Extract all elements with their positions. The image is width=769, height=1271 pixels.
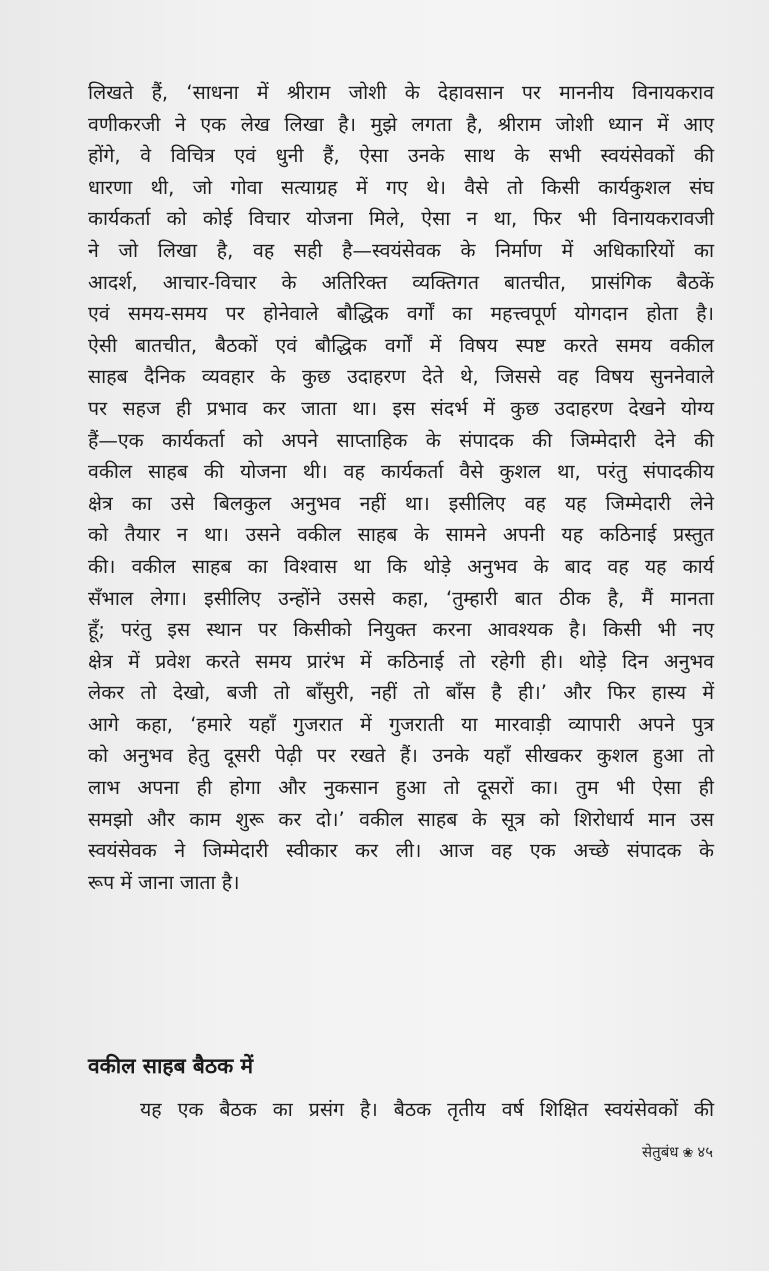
page-number: ४५ <box>697 1143 713 1161</box>
text-line: क्षेत्र में प्रवेश करते समय प्रारंभ में कठिनाई तो रहेगी ही। थोड़े दिन अनुभव <box>88 649 714 673</box>
text-line: की। वकील साहब का विश्वास था कि थोड़े अनुभव के बाद वह यह कार्य <box>88 554 714 578</box>
flower-ornament-icon: ❀ <box>682 1146 694 1161</box>
text-line: लिखते हैं, ‘साधना में श्रीराम जोशी के देहावसान पर माननीय विनायकराव <box>88 81 714 104</box>
book-title: सेतुबंध <box>642 1143 679 1161</box>
text-line: ऐसी बातचीत, बैठकों एवं बौद्धिक वर्गों में विषय स्पष्ट करते समय वकील <box>88 333 714 357</box>
page-footer <box>642 1142 713 1162</box>
text-line: वणीकरजी ने एक लेख लिखा है। मुझे लगता है, श्रीराम जोशी ध्यान में आए <box>88 112 714 136</box>
text-line: आदर्श, आचार-विचार के अतिरिक्त व्यक्तिगत बातचीत, प्रासंगिक बैठकें <box>88 270 714 294</box>
paragraph-body <box>88 77 714 898</box>
text-line: एवं समय-समय पर होनेवाले बौद्धिक वर्गों का महत्त्वपूर्ण योगदान होता है। <box>88 302 714 326</box>
text-line: सँभाल लेगा। इसीलिए उन्होंने उससे कहा, ‘तुम्हारी बात ठीक है, मैं मानता <box>88 586 714 610</box>
section-heading: वकील साहब बैठक में <box>88 1054 254 1078</box>
text-line: लेकर तो देखो, बजी तो बाँसुरी, नहीं तो बाँस है ही।’ और फिर हास्य में <box>88 681 714 705</box>
text-line: ने जो लिखा है, वह सही है—स्वयंसेवक के निर्माण में अधिकारियों का <box>88 238 714 262</box>
text-line: रूप में जाना जाता है। <box>88 870 240 894</box>
text-line: स्वयंसेवक ने जिम्मेदारी स्वीकार कर ली। आज वह एक अच्छे संपादक के <box>88 839 714 863</box>
text-line: समझो और काम शुरू कर दो।’ वकील साहब के सूत्र को शिरोधार्य मान उस <box>88 807 714 831</box>
text-line: हैं—एक कार्यकर्ता को अपने साप्ताहिक के संपादक की जिम्मेदारी देने की <box>88 428 714 452</box>
text-line: होंगे, वे विचित्र एवं धुनी हैं, ऐसा उनके साथ के सभी स्वयंसेवकों की <box>88 144 714 168</box>
text-line: पर सहज ही प्रभाव कर जाता था। इस संदर्भ में कुछ उदाहरण देखने योग्य <box>88 396 714 420</box>
text-line: हूँ; परंतु इस स्थान पर किसीको नियुक्त करना आवश्यक है। किसी भी नए <box>88 618 714 642</box>
text-line: धारणा थी, जो गोवा सत्याग्रह में गए थे। वैसे तो किसी कार्यकुशल संघ <box>88 175 714 199</box>
text-line: कार्यकर्ता को कोई विचार योजना मिले, ऐसा न था, फिर भी विनायकरावजी <box>88 207 714 231</box>
text-line: लाभ अपना ही होगा और नुकसान हुआ तो दूसरों का। तुम भी ऐसा ही <box>88 776 714 800</box>
text-line: को अनुभव हेतु दूसरी पेढ़ी पर रखते हैं। उनके यहाँ सीखकर कुशल हुआ तो <box>88 744 714 768</box>
text-line: वकील साहब की योजना थी। वह कार्यकर्ता वैसे कुशल था, परंतु संपादकीय <box>88 460 714 484</box>
text-line: आगे कहा, ‘हमारे यहाँ गुजरात में गुजराती या मारवाड़ी व्यापारी अपने पुत्र <box>88 712 714 736</box>
text-line: क्षेत्र का उसे बिलकुल अनुभव नहीं था। इसीलिए वह यह जिम्मेदारी लेने <box>88 491 714 515</box>
text-line: साहब दैनिक व्यवहार के कुछ उदाहरण देते थे, जिससे वह विषय सुननेवाले <box>88 365 714 389</box>
text-line: को तैयार न था। उसने वकील साहब के सामने अपनी यह कठिनाई प्रस्तुत <box>88 523 714 547</box>
section-first-line: यह एक बैठक का प्रसंग है। बैठक तृतीय वर्ष शिक्षित स्वयंसेवकों की <box>140 1098 714 1121</box>
